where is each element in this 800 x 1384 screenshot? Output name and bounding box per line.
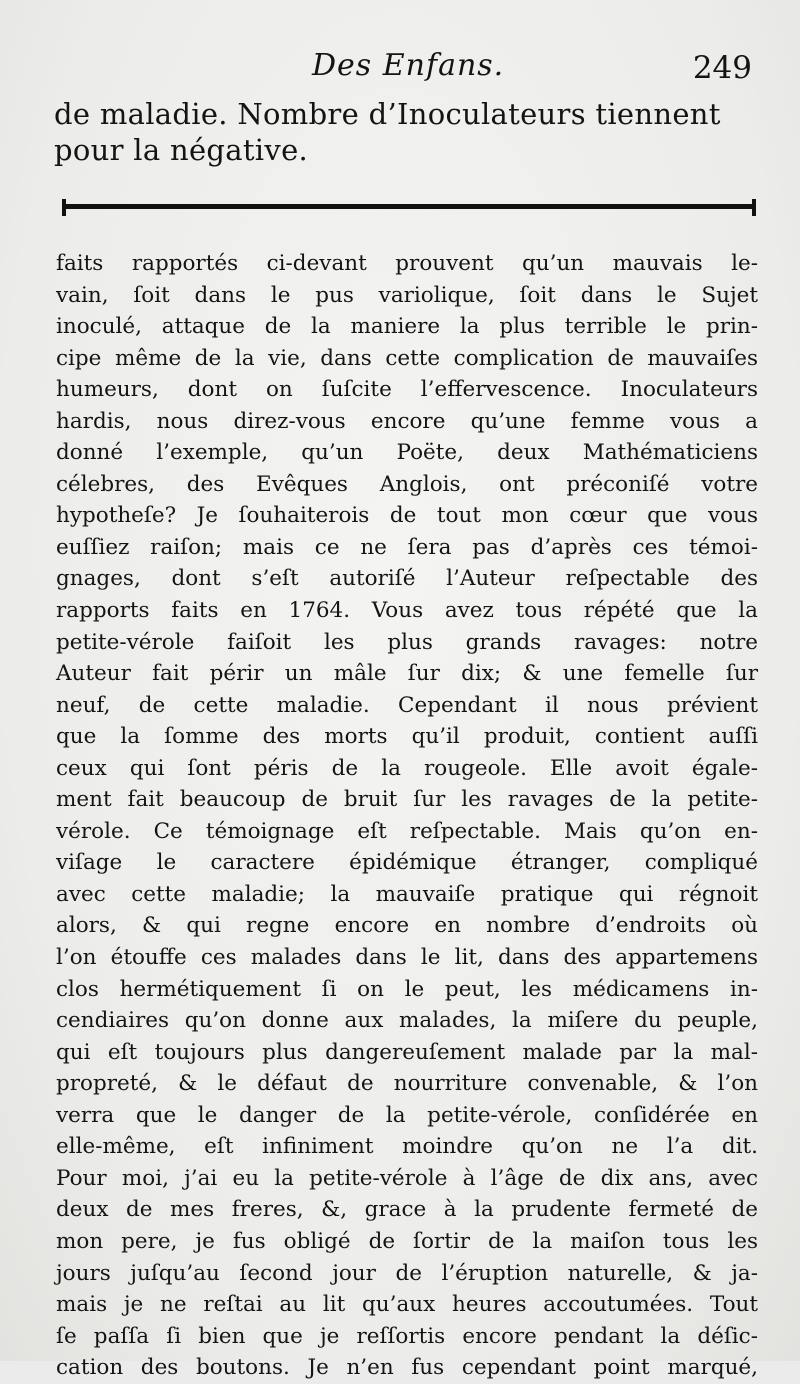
text-line: ceux qui ſont péris de la rougeole. Elle avoit égale-	[56, 755, 758, 781]
text-line: vain, ſoit dans le pus variolique, ſoit dans le Sujet	[56, 282, 758, 308]
text-line: inoculé, attaque de la maniere la plus terrible le prin-	[56, 314, 758, 340]
text-line: qui eſt toujours plus dangereuſement malade par la mal-	[56, 1039, 758, 1065]
text-line: cipe même de la vie, dans cette complication de mauvaiſes	[56, 345, 758, 371]
text-line: Auteur fait périr un mâle ſur dix; & une femelle ſur	[56, 661, 758, 687]
heading-line: pour la négative.	[54, 133, 309, 167]
text-line: Pour moi, j’ai eu la petite-vérole à l’âge de dix ans, avec	[56, 1165, 758, 1191]
text-line: petite-vérole faiſoit les plus grands ravages: notre	[56, 629, 758, 655]
text-line: ſe paſſa ſi bien que je reſſortis encore pendant la déſic-	[56, 1323, 758, 1349]
text-line: hypotheſe? Je ſouhaiterois de tout mon cœur que vous	[56, 503, 758, 529]
page-header	[0, 48, 800, 92]
text-line: faits rapportés ci-devant prouvent qu’un mauvais le-	[56, 251, 758, 276]
text-line: clos hermétiquement ſi on le peut, les médicamens in-	[56, 976, 758, 1002]
decorative-rule	[64, 202, 754, 214]
text-line: hardis, nous direz-vous encore qu’une femme vous a	[56, 408, 758, 434]
text-line: mais je ne reſtai au lit qu’aux heures accoutumées. Tout	[56, 1292, 758, 1318]
text-line: alors, & qui regne encore en nombre d’endroits où	[56, 913, 758, 939]
text-line: propreté, & le défaut de nourriture convenable, & l’on	[56, 1071, 758, 1097]
text-line: vérole. Ce témoignage eſt reſpectable. Mais qu’on en-	[56, 818, 758, 844]
carryover-heading	[54, 96, 754, 168]
heading-line: de maladie. Nombre d’Inoculateurs tiennent	[54, 97, 721, 131]
body-text	[56, 248, 758, 1384]
text-line: l’on étouffe ces malades dans le lit, dans des appartemens	[56, 945, 758, 971]
text-line: elle-même, eſt infiniment moindre qu’on ne l’a dit.	[56, 1134, 758, 1160]
text-line: donné l’exemple, qu’un Poëte, deux Mathématiciens	[56, 440, 758, 466]
text-line: célebres, des Evêques Anglois, ont préconiſé votre	[56, 471, 758, 497]
text-line: jours juſqu’au ſecond jour de l’éruption naturelle, & ja-	[56, 1260, 758, 1286]
text-line: verra que le danger de la petite-vérole, conſidérée en	[56, 1102, 758, 1128]
text-line: que la ſomme des morts qu’il produit, contient auſſi	[56, 724, 758, 750]
text-line: humeurs, dont on ſuſcite l’effervescence. Inoculateurs	[56, 377, 758, 403]
text-line: ment fait beaucoup de bruit ſur les ravages de la petite-	[56, 787, 758, 813]
text-line: gnages, dont s’eſt autoriſé l’Auteur reſpectable des	[56, 566, 758, 592]
running-title: Des Enfans.	[312, 48, 505, 83]
text-line: cation des boutons. Je n’en fus cependant point marqué,	[56, 1355, 758, 1381]
text-line: mon pere, je fus obligé de ſortir de la maiſon tous les	[56, 1228, 758, 1254]
text-line: cendiaires qu’on donne aux malades, la miſere du peuple,	[56, 1008, 758, 1034]
text-line: rapports faits en 1764. Vous avez tous répété que la	[56, 598, 758, 624]
text-line: avec cette maladie; la mauvaiſe pratique qui régnoit	[56, 881, 758, 907]
text-line: viſage le caractere épidémique étranger, compliqué	[56, 850, 758, 876]
text-line: euſſiez raiſon; mais ce ne ſera pas d’après ces témoi-	[56, 534, 758, 560]
page-number: 249	[692, 50, 752, 86]
text-line: neuf, de cette maladie. Cependant il nous prévient	[56, 692, 758, 718]
text-line: deux de mes freres, &, grace à la prudente fermeté de	[56, 1197, 758, 1223]
